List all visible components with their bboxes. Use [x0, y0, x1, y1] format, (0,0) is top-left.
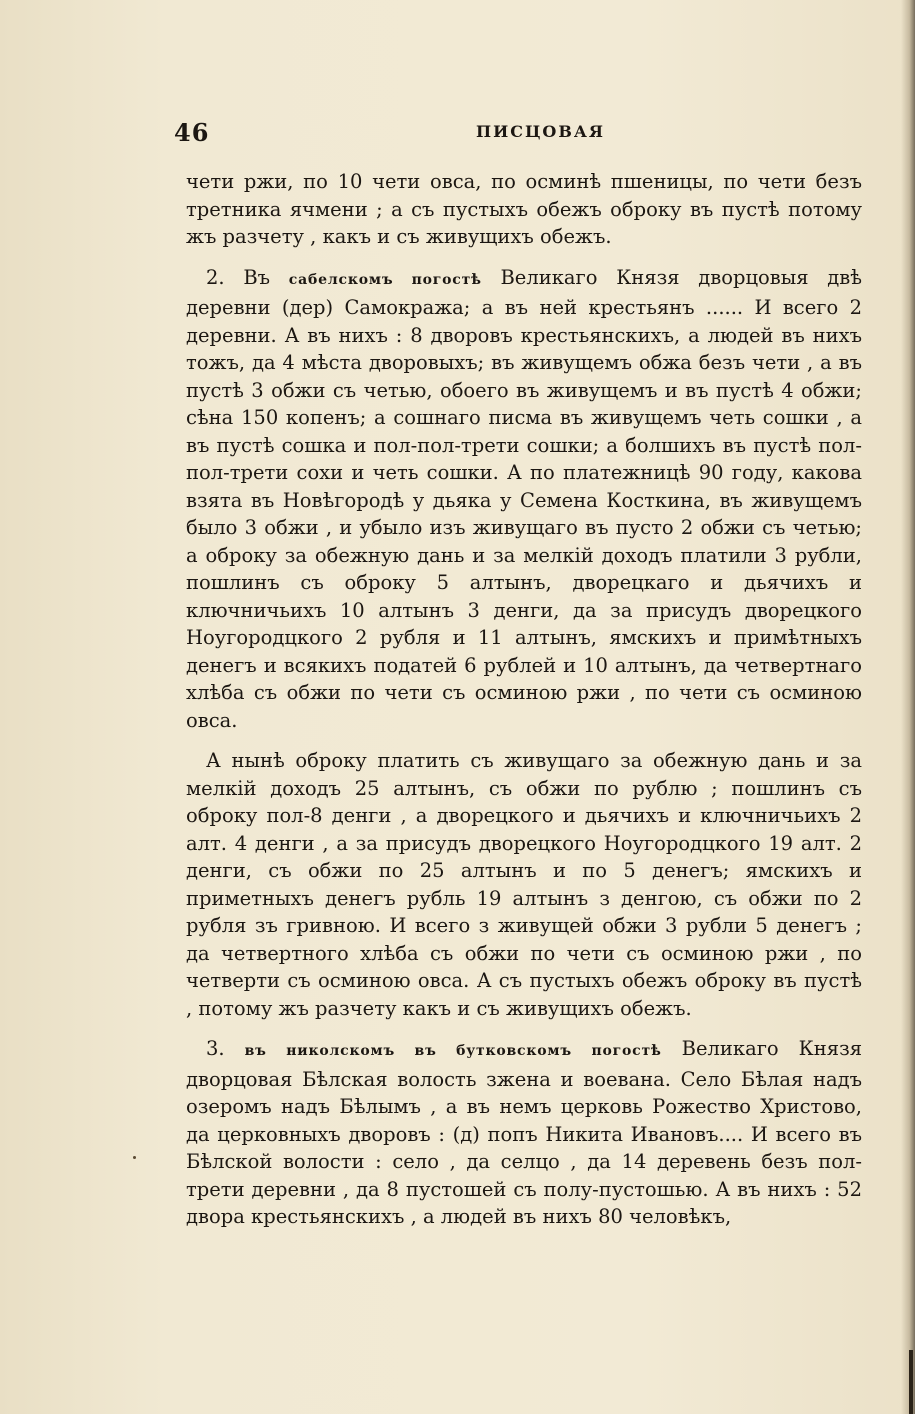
- paragraph-4-lead: 3.: [206, 1037, 245, 1060]
- paragraph-2: [186, 264, 862, 735]
- paragraph-4: [186, 1035, 862, 1231]
- paragraph-4-place: въ николскомъ въ бутковскомъ погостѣ: [244, 1043, 662, 1059]
- paragraph-1: чети ржи, по 10 чети овса, по осминѣ пшеницы, по чети безъ третника ячмени ; а съ пустыхъ обежъ оброку въ пустѣ потому жъ разчету , какъ и съ живущихъ обежъ.: [186, 170, 862, 248]
- page-header: [174, 118, 834, 148]
- page-number: 46: [174, 118, 210, 147]
- body-text: [186, 168, 862, 1231]
- page-gutter-shadow: [901, 0, 915, 1414]
- running-title: ПИСЦОВАЯ: [476, 122, 606, 141]
- binding-edge-mark: [909, 1350, 913, 1414]
- paragraph-3: А нынѣ оброку платить съ живущаго за обежную дань и за мелкій доходъ 25 алтынъ, съ обжи по рублю ; пошлинъ съ оброку пол-8 денги , а дворецкого и дьячихъ и ключничьихъ 2 алт. 4 денги , а за присудъ дворецкого Ноугородцкого 19 алт. 2 денги, съ обжи по 25 алтынъ и по 5 денегъ; ямскихъ и приметныхъ денегъ рубль 19 алтынъ з денгою, съ обжи по 2 рубля зъ гривною. И всего з живущей обжи 3 рубли 5 денегъ ; да четвертного хлѣба съ обжи по чети съ осминою ржи , по четверти съ осминою овса. А съ пустыхъ обежъ оброку въ пустѣ , потому жъ разчету какъ и съ живущихъ обежъ.: [186, 749, 862, 1020]
- paragraph-2-text: Великаго Князя дворцовыя двѣ деревни (дер) Самокража; а въ ней крестьянъ ...... И всего 2 деревни. А въ нихъ : 8 дворовъ крестьянскихъ, а людей въ нихъ тожъ, да 4 мѣста дворовыхъ; въ живущемъ обжа безъ чети , а въ пустѣ 3 обжи съ четью, обоего въ живущемъ и въ пустѣ 4 обжи; сѣна 150 копенъ; а сошнаго писма въ живущемъ четь сошки , а въ пустѣ сошка и пол-пол-трети сошки; а болшихъ въ пустѣ пол-пол-трети сохи и четь сошки. А по платежницѣ 90 году, какова взята въ Новѣгородѣ у дьяка у Семена Косткина, въ живущемъ было 3 обжи , и убыло изъ живущаго въ пусто 2 обжи съ четью; а оброку за обежную дань и за мелкій доходъ платили 3 рубли, пошлинъ съ оброку 5 алтынъ, дворецкаго и дьячихъ и ключничьихъ 10 алтынъ 3 денги, да за присудъ дворецкого Ноугородцкого 2 рубля и 11 алтынъ, ямскихъ и примѣтныхъ денегъ и всякихъ податей 6 рублей и 10 алтынъ, да четвертнаго хлѣба съ обжи по чети съ осминою ржи , по чети съ осминою овса.: [186, 265, 863, 732]
- paragraph-2-lead: 2. Въ: [206, 265, 289, 289]
- paper-speck: [133, 1156, 136, 1159]
- paragraph-2-place: сабелскомъ погостѣ: [288, 271, 482, 288]
- paragraph-4-text: Великаго Князя дворцовая Бѣлская волость зжена и воевана. Село Бѣлая надъ озеромъ надъ Бѣлымъ , а въ немъ церковь Рожество Христово, да церковныхъ дворовъ : (д) попъ Никита Ивановъ.... И всего въ Бѣлской волости : село , да селцо , да 14 деревень безъ пол-трети деревни , да 8 пустошей съ полу-пустошью. А въ нихъ : 52 двора крестьянскихъ , а людей въ нихъ 80 человѣкъ,: [186, 1037, 863, 1228]
